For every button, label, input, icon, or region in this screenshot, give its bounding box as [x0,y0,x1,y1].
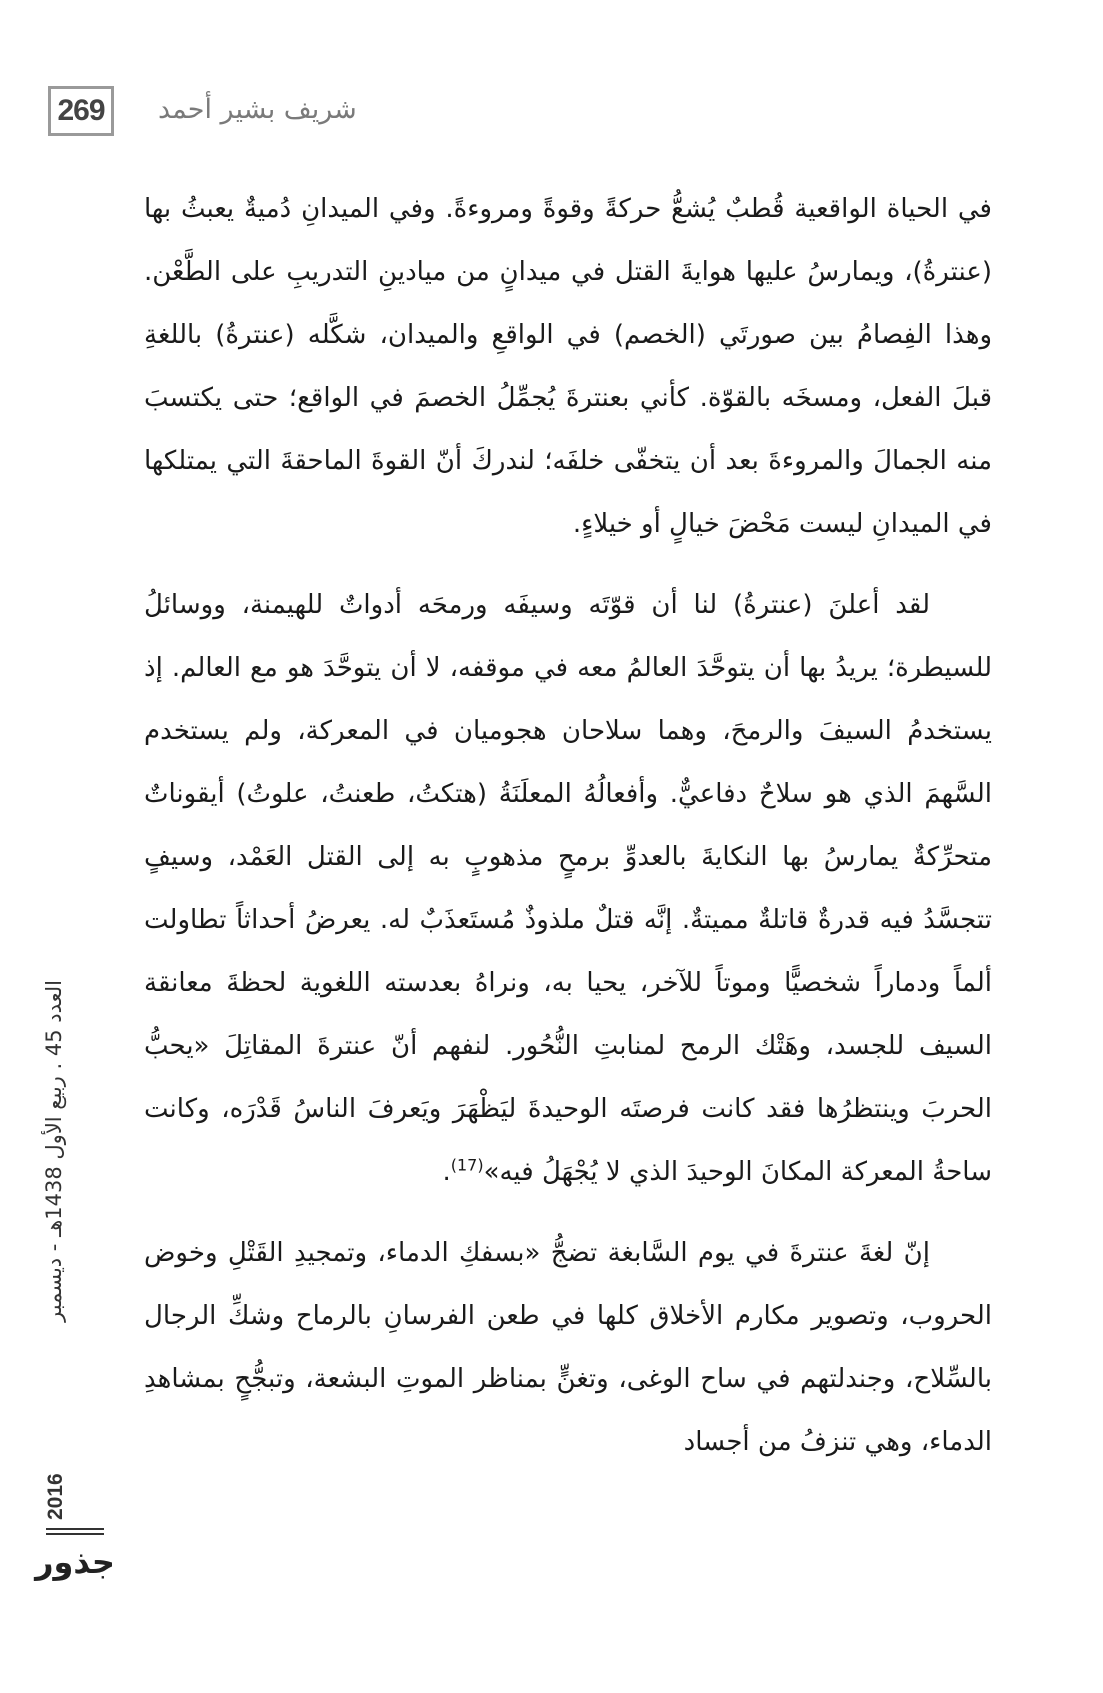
paragraph-2-end: . [442,1157,451,1187]
footnote-reference: (17) [450,1155,484,1175]
paragraph-2 [144,574,992,1204]
sidebar-rule [46,1528,104,1530]
journal-logo: جذور [35,1543,115,1581]
paragraph-1: في الحياة الواقعية قُطبٌ يُشعُّ حركةً وقوةً ومروءةً. وفي الميدانِ دُميةٌ يعبثُ بها (عنترةُ)، ويمارسُ عليها هوايةَ القتل في ميدانٍ من ميادينِ التدريبِ على الطَّعْن. وهذا الفِصامُ بين صورتَي (الخصم) في الواقعِ والميدان، شكَّله (عنترةُ) باللغةِ قبلَ الفعل، ومسخَه بالقوّة. كأني بعنترةَ يُجمِّلُ الخصمَ في الواقع؛ حتى يكتسبَ منه الجمالَ والمروءةَ بعد أن يتخفّى خلفَه؛ لندركَ أنّ القوةَ الماحقةَ التي يمتلكها في الميدانِ ليست مَحْضَ خيالٍ أو خيلاءٍ. [144,194,992,539]
sidebar-rule-second [46,1533,104,1535]
page-number: 269 [57,94,105,127]
sidebar-year: 2016 [44,1473,67,1520]
running-header-author: شريف بشير أحمد [158,94,357,125]
paragraph-3: إنّ لغةَ عنترةَ في يوم السَّابغة تضجُّ «بسفكِ الدماء، وتمجيدِ القَتْلِ وخوض الحروب، وتصوير مكارم الأخلاق كلها في طعن الفرسانِ بالرماح وشكِّ الرجال بالسِّلاح، وجندلتهم في ساح الوغى، وتغنٍّ بمناظر الموتِ البشعة، وتبجُّحٍ بمشاهدِ الدماء، وهي تنزفُ من أجساد [144,1238,992,1457]
paragraph-2-text: لقد أعلنَ (عنترةُ) لنا أن قوّتَه وسيفَه ورمحَه أدواتٌ للهيمنة، ووسائلُ للسيطرة؛ يريدُ بها أن يتوحَّدَ العالمُ معه في موقفه، لا أن يتوحَّدَ هو مع العالم. إذ يستخدمُ السيفَ والرمحَ، وهما سلاحان هجوميان في المعركة، ولم يستخدم السَّهمَ الذي هو سلاحٌ دفاعيٌّ. وأفعالُهُ المعلَنَةُ (هتكتُ، طعنتُ، علوتُ) أيقوناتٌ متحرِّكةٌ يمارسُ بها النكايةَ بالعدوِّ برمحٍ مذهوبٍ به إلى القتل العَمْد، وسيفٍ تتجسَّدُ فيه قدرةٌ قاتلةٌ مميتةٌ. إنَّه قتلٌ ملذوذٌ مُستَعذَبٌ له. يعرضُ أحداثاً تطاولت ألماً ودماراً شخصيًّا وموتاً للآخر، يحيا به، ونراهُ بعدسته اللغوية لحظةَ معانقة السيف للجسد، وهَتْك الرمح لمنابتِ النُّحُور. لنفهم أنّ عنترةَ المقاتِلَ «يحبُّ الحربَ وينتظرُها فقد كانت فرصتَه الوحيدةَ ليَظْهَرَ ويَعرفَ الناسُ قَدْرَه، وكانت ساحةُ المعركة المكانَ الوحيدَ الذي لا يُجْهَلُ فيه» [144,590,992,1187]
sidebar-issue-info: العدد 45 . ربيع الأول 1438هـ - ديسمبر [42,980,66,1322]
article-body [144,178,992,1474]
page-number-box [48,86,114,136]
